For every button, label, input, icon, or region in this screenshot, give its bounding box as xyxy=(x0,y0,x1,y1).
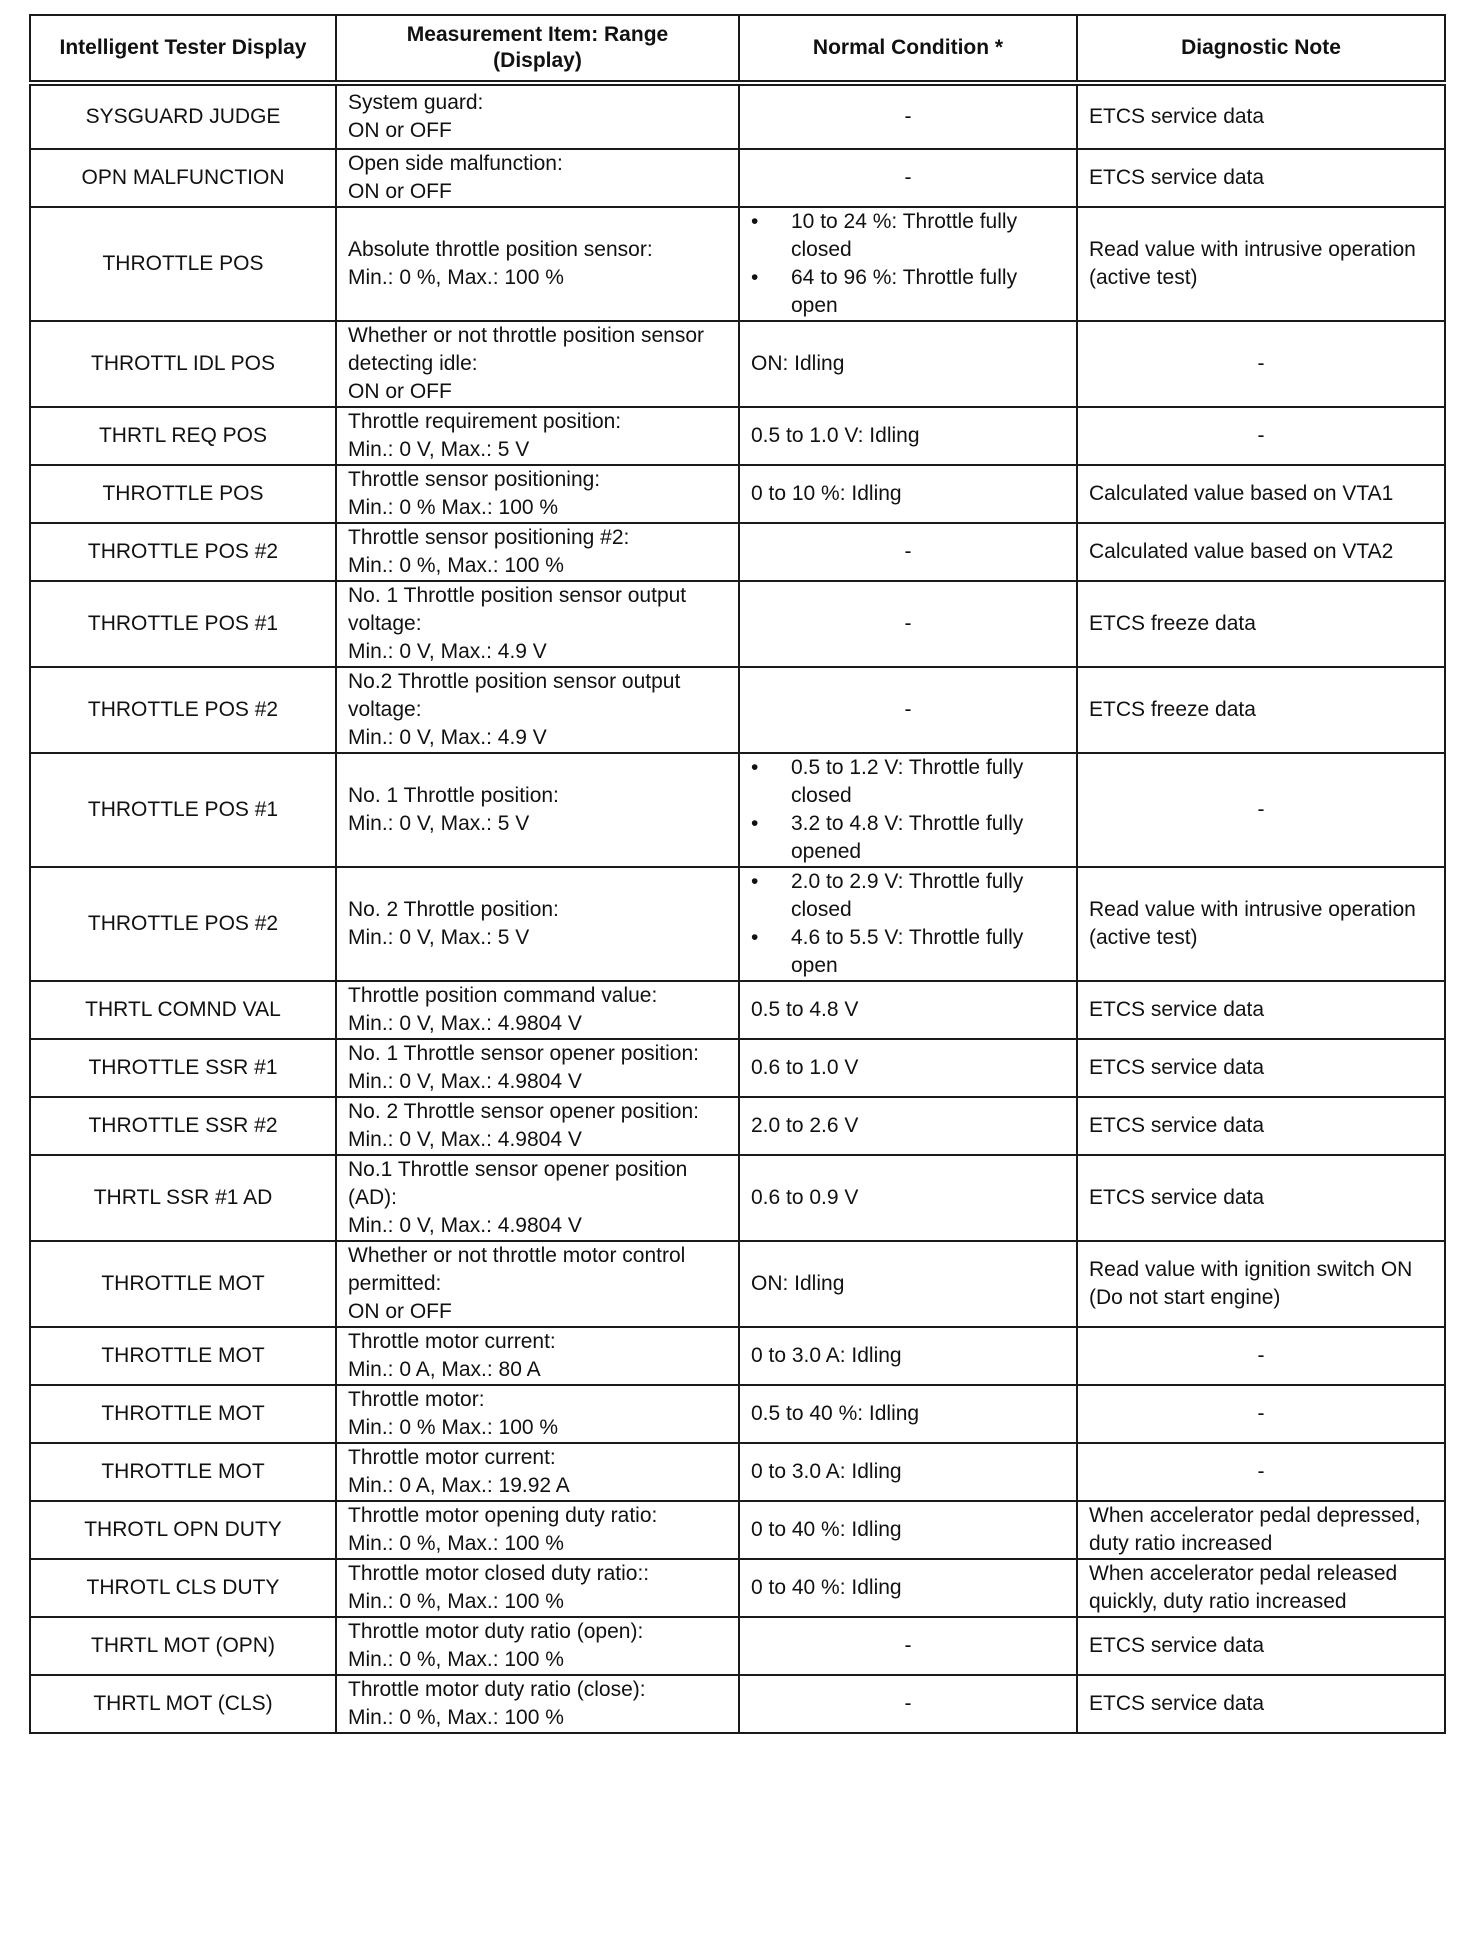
cell-measurement-item: No. 1 Throttle position: Min.: 0 V, Max.: 5 V xyxy=(336,753,739,867)
table-row xyxy=(30,1675,1445,1733)
cell-tester-display: THRTL MOT (OPN) xyxy=(30,1617,336,1675)
cell-tester-display: THRTL COMND VAL xyxy=(30,981,336,1039)
cell-diagnostic-note: ETCS service data xyxy=(1077,1675,1445,1733)
condition-bullet-list xyxy=(751,868,1065,980)
condition-bullet-item: • 4.6 to 5.5 V: Throttle fully open xyxy=(751,924,1065,980)
data-list-table xyxy=(29,14,1446,1734)
cell-measurement-item: Throttle position command value: Min.: 0 V, Max.: 4.9804 V xyxy=(336,981,739,1039)
table-row xyxy=(30,1241,1445,1327)
cell-diagnostic-note: ETCS service data xyxy=(1077,1039,1445,1097)
cell-tester-display: THROTL CLS DUTY xyxy=(30,1559,336,1617)
cell-diagnostic-note: Calculated value based on VTA1 xyxy=(1077,465,1445,523)
cell-measurement-item: Open side malfunction: ON or OFF xyxy=(336,149,739,207)
table-row xyxy=(30,149,1445,207)
cell-diagnostic-note: - xyxy=(1077,1327,1445,1385)
table-row xyxy=(30,1385,1445,1443)
cell-measurement-item: Throttle motor opening duty ratio: Min.: 0 %, Max.: 100 % xyxy=(336,1501,739,1559)
cell-normal-condition xyxy=(739,207,1077,321)
cell-tester-display: THROTTLE POS #2 xyxy=(30,523,336,581)
table-row xyxy=(30,523,1445,581)
cell-tester-display: SYSGUARD JUDGE xyxy=(30,83,336,149)
header-measurement-item: Measurement Item: Range (Display) xyxy=(336,15,739,83)
cell-measurement-item: Whether or not throttle motor control permitted: ON or OFF xyxy=(336,1241,739,1327)
cell-diagnostic-note: Calculated value based on VTA2 xyxy=(1077,523,1445,581)
cell-normal-condition: 0.6 to 0.9 V xyxy=(739,1155,1077,1241)
table-row xyxy=(30,1097,1445,1155)
condition-bullet-item: • 10 to 24 %: Throttle fully closed xyxy=(751,208,1065,264)
condition-bullet-item: • 64 to 96 %: Throttle fully open xyxy=(751,264,1065,320)
cell-diagnostic-note: ETCS service data xyxy=(1077,149,1445,207)
table-row xyxy=(30,207,1445,321)
cell-normal-condition: 0 to 40 %: Idling xyxy=(739,1559,1077,1617)
cell-normal-condition: 0.5 to 4.8 V xyxy=(739,981,1077,1039)
cell-tester-display: THROTTLE POS #1 xyxy=(30,581,336,667)
cell-measurement-item: Throttle motor: Min.: 0 % Max.: 100 % xyxy=(336,1385,739,1443)
table-row xyxy=(30,753,1445,867)
cell-diagnostic-note: When accelerator pedal released quickly, duty ratio increased xyxy=(1077,1559,1445,1617)
cell-tester-display: THROTTLE SSR #2 xyxy=(30,1097,336,1155)
cell-normal-condition: - xyxy=(739,1675,1077,1733)
cell-tester-display: THROTTLE POS xyxy=(30,465,336,523)
cell-measurement-item: Throttle motor current: Min.: 0 A, Max.: 80 A xyxy=(336,1327,739,1385)
cell-diagnostic-note: Read value with intrusive operation (active test) xyxy=(1077,207,1445,321)
table-row xyxy=(30,1617,1445,1675)
cell-normal-condition: - xyxy=(739,1617,1077,1675)
cell-measurement-item: System guard: ON or OFF xyxy=(336,83,739,149)
cell-measurement-item: Absolute throttle position sensor: Min.: 0 %, Max.: 100 % xyxy=(336,207,739,321)
cell-measurement-item: No.1 Throttle sensor opener position (AD): Min.: 0 V, Max.: 4.9804 V xyxy=(336,1155,739,1241)
cell-measurement-item: Throttle requirement position: Min.: 0 V, Max.: 5 V xyxy=(336,407,739,465)
header-normal-condition: Normal Condition * xyxy=(739,15,1077,83)
cell-tester-display: THRTL REQ POS xyxy=(30,407,336,465)
table-row xyxy=(30,1327,1445,1385)
table-row xyxy=(30,1501,1445,1559)
cell-diagnostic-note: ETCS freeze data xyxy=(1077,581,1445,667)
cell-measurement-item: Whether or not throttle position sensor detecting idle: ON or OFF xyxy=(336,321,739,407)
cell-normal-condition: - xyxy=(739,667,1077,753)
cell-measurement-item: Throttle motor duty ratio (open): Min.: 0 %, Max.: 100 % xyxy=(336,1617,739,1675)
cell-tester-display: OPN MALFUNCTION xyxy=(30,149,336,207)
cell-diagnostic-note: - xyxy=(1077,753,1445,867)
cell-measurement-item: No. 1 Throttle position sensor output voltage: Min.: 0 V, Max.: 4.9 V xyxy=(336,581,739,667)
cell-tester-display: THROTTLE POS xyxy=(30,207,336,321)
condition-bullet-item: • 2.0 to 2.9 V: Throttle fully closed xyxy=(751,868,1065,924)
table-row xyxy=(30,1443,1445,1501)
cell-tester-display: THROTTL IDL POS xyxy=(30,321,336,407)
cell-tester-display: THROTTLE POS #1 xyxy=(30,753,336,867)
cell-normal-condition: - xyxy=(739,523,1077,581)
cell-normal-condition: ON: Idling xyxy=(739,1241,1077,1327)
table-row xyxy=(30,407,1445,465)
condition-bullet-item: • 3.2 to 4.8 V: Throttle fully opened xyxy=(751,810,1065,866)
cell-normal-condition: - xyxy=(739,83,1077,149)
cell-normal-condition: - xyxy=(739,149,1077,207)
cell-tester-display: THROTTLE MOT xyxy=(30,1327,336,1385)
cell-tester-display: THROTTLE MOT xyxy=(30,1385,336,1443)
table-row xyxy=(30,321,1445,407)
cell-normal-condition: - xyxy=(739,581,1077,667)
cell-tester-display: THROTTLE POS #2 xyxy=(30,667,336,753)
cell-measurement-item: Throttle sensor positioning: Min.: 0 % Max.: 100 % xyxy=(336,465,739,523)
header-row xyxy=(30,15,1445,83)
cell-normal-condition: 0 to 3.0 A: Idling xyxy=(739,1327,1077,1385)
table-row xyxy=(30,1155,1445,1241)
cell-measurement-item: Throttle motor duty ratio (close): Min.: 0 %, Max.: 100 % xyxy=(336,1675,739,1733)
cell-measurement-item: No. 2 Throttle position: Min.: 0 V, Max.: 5 V xyxy=(336,867,739,981)
table-row xyxy=(30,667,1445,753)
table-header xyxy=(30,15,1445,83)
cell-tester-display: THROTTLE SSR #1 xyxy=(30,1039,336,1097)
table-row xyxy=(30,867,1445,981)
cell-diagnostic-note: ETCS service data xyxy=(1077,1617,1445,1675)
condition-bullet-list xyxy=(751,208,1065,320)
cell-normal-condition: 0.5 to 40 %: Idling xyxy=(739,1385,1077,1443)
header-diagnostic-note: Diagnostic Note xyxy=(1077,15,1445,83)
cell-measurement-item: Throttle motor current: Min.: 0 A, Max.: 19.92 A xyxy=(336,1443,739,1501)
cell-diagnostic-note: - xyxy=(1077,1385,1445,1443)
cell-measurement-item: No. 2 Throttle sensor opener position: Min.: 0 V, Max.: 4.9804 V xyxy=(336,1097,739,1155)
cell-tester-display: THRTL SSR #1 AD xyxy=(30,1155,336,1241)
table-row xyxy=(30,1039,1445,1097)
cell-normal-condition: 0.6 to 1.0 V xyxy=(739,1039,1077,1097)
table-body xyxy=(30,83,1445,1733)
cell-tester-display: THRTL MOT (CLS) xyxy=(30,1675,336,1733)
header-tester-display: Intelligent Tester Display xyxy=(30,15,336,83)
cell-diagnostic-note: ETCS service data xyxy=(1077,981,1445,1039)
cell-tester-display: THROTTLE MOT xyxy=(30,1241,336,1327)
cell-diagnostic-note: ETCS freeze data xyxy=(1077,667,1445,753)
table-row xyxy=(30,1559,1445,1617)
cell-normal-condition: 2.0 to 2.6 V xyxy=(739,1097,1077,1155)
cell-diagnostic-note: - xyxy=(1077,1443,1445,1501)
cell-diagnostic-note: When accelerator pedal depressed, duty ratio increased xyxy=(1077,1501,1445,1559)
cell-normal-condition: 0.5 to 1.0 V: Idling xyxy=(739,407,1077,465)
cell-normal-condition xyxy=(739,753,1077,867)
condition-bullet-list xyxy=(751,754,1065,866)
table-row xyxy=(30,581,1445,667)
condition-bullet-item: • 0.5 to 1.2 V: Throttle fully closed xyxy=(751,754,1065,810)
cell-tester-display: THROTTLE POS #2 xyxy=(30,867,336,981)
cell-diagnostic-note: - xyxy=(1077,407,1445,465)
cell-tester-display: THROTL OPN DUTY xyxy=(30,1501,336,1559)
table-row xyxy=(30,981,1445,1039)
cell-normal-condition: ON: Idling xyxy=(739,321,1077,407)
cell-tester-display: THROTTLE MOT xyxy=(30,1443,336,1501)
cell-normal-condition: 0 to 3.0 A: Idling xyxy=(739,1443,1077,1501)
cell-normal-condition xyxy=(739,867,1077,981)
table-row xyxy=(30,83,1445,149)
cell-diagnostic-note: Read value with ignition switch ON (Do not start engine) xyxy=(1077,1241,1445,1327)
cell-diagnostic-note: - xyxy=(1077,321,1445,407)
cell-normal-condition: 0 to 10 %: Idling xyxy=(739,465,1077,523)
table-row xyxy=(30,465,1445,523)
cell-measurement-item: Throttle motor closed duty ratio:: Min.: 0 %, Max.: 100 % xyxy=(336,1559,739,1617)
cell-diagnostic-note: ETCS service data xyxy=(1077,1097,1445,1155)
cell-diagnostic-note: Read value with intrusive operation (active test) xyxy=(1077,867,1445,981)
cell-measurement-item: No. 1 Throttle sensor opener position: Min.: 0 V, Max.: 4.9804 V xyxy=(336,1039,739,1097)
cell-normal-condition: 0 to 40 %: Idling xyxy=(739,1501,1077,1559)
cell-measurement-item: Throttle sensor positioning #2: Min.: 0 %, Max.: 100 % xyxy=(336,523,739,581)
cell-diagnostic-note: ETCS service data xyxy=(1077,83,1445,149)
cell-diagnostic-note: ETCS service data xyxy=(1077,1155,1445,1241)
cell-measurement-item: No.2 Throttle position sensor output voltage: Min.: 0 V, Max.: 4.9 V xyxy=(336,667,739,753)
